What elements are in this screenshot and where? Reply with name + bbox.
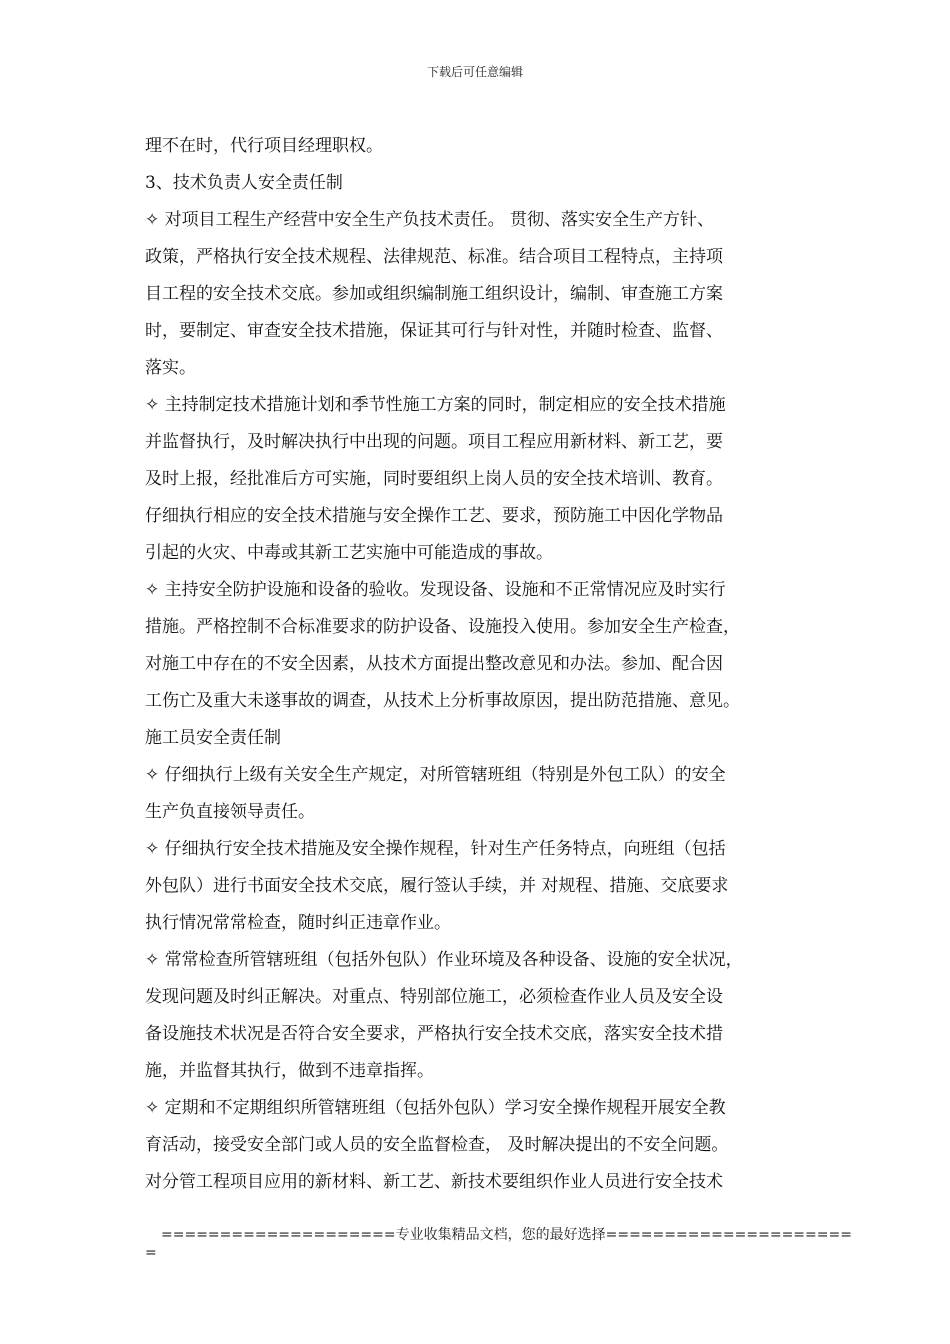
body-line: 生产负直接领导责任。 [145, 802, 315, 822]
body-line: 育活动，接受安全部门或人员的安全监督检查， 及时解决提出的不安全问题。 [145, 1135, 729, 1155]
page-header: 下载后可任意编辑 [426, 65, 523, 79]
body-line: ✧ 常常检查所管辖班组（包括外包队）作业环境及各种设备、设施的安全状况， [145, 950, 743, 970]
section-heading: 施工员安全责任制 [145, 728, 281, 748]
body-line: 执行情况常常检查，随时纠正违章作业。 [145, 913, 451, 933]
body-line: 及时上报，经批准后方可实施，同时要组织上岗人员的安全技术培训、教育。 [145, 469, 723, 489]
body-line: ✧ 仔细执行上级有关安全生产规定，对所管辖班组（特别是外包工队）的安全 [145, 765, 726, 785]
body-line: 政策，严格执行安全技术规程、法律规范、标准。结合项目工程特点，主持项 [145, 247, 723, 267]
section-heading: 3、技术负责人安全责任制 [145, 173, 343, 193]
body-line: 落实。 [145, 358, 196, 378]
body-line: 对分管工程项目应用的新材料、新工艺、新技术要组织作业人员进行安全技术 [145, 1172, 723, 1192]
body-line: 外包队）进行书面安全技术交底，履行签认手续，并 对规程、措施、交底要求 [145, 876, 729, 896]
body-line: 工伤亡及重大未遂事故的调查，从技术上分析事故原因，提出防范措施、意见。 [145, 691, 740, 711]
body-line: 措施。严格控制不合标准要求的防护设备、设施投入使用。参加安全生产检查， [145, 617, 740, 637]
body-line: ✧ 对项目工程生产经营中安全生产负技术责任。 贯彻、落实安全生产方针、 [145, 210, 715, 230]
body-line: 仔细执行相应的安全技术措施与安全操作工艺、要求，预防施工中因化学物品 [145, 506, 723, 526]
body-line: 时，要制定、审查安全技术措施，保证其可行与针对性，并随时检查、监督、 [145, 321, 723, 341]
document-body [145, 128, 817, 1201]
body-line: 理不在时，代行项目经理职权。 [145, 136, 383, 156]
body-line: 施，并监督其执行，做到不违章指挥。 [145, 1061, 434, 1081]
body-line: 备设施技术状况是否符合安全要求，严格执行安全技术交底，落实安全技术措 [145, 1024, 723, 1044]
body-line: ✧ 定期和不定期组织所管辖班组（包括外包队）学习安全操作规程开展安全教 [145, 1098, 726, 1118]
footer-banner: ====================专业收集精品文档，您的最好选择===================== [161, 1227, 852, 1243]
body-line: ✧ 仔细执行安全技术措施及安全操作规程，针对生产任务特点，向班组（包括 [145, 839, 726, 859]
footer-banner-wrap: = [145, 1245, 157, 1261]
body-line: 引起的火灾、中毒或其新工艺实施中可能造成的事故。 [145, 543, 553, 563]
body-line: 发现问题及时纠正解决。对重点、特别部位施工，必须检查作业人员及安全设 [145, 987, 723, 1007]
body-line: ✧ 主持安全防护设施和设备的验收。发现设备、设施和不正常情况应及时实行 [145, 580, 726, 600]
page-footer [145, 1226, 852, 1262]
body-line: 目工程的安全技术交底。参加或组织编制施工组织设计，编制、审查施工方案 [145, 284, 723, 304]
body-line: 对施工中存在的不安全因素，从技术方面提出整改意见和办法。参加、配合因 [145, 654, 723, 674]
body-line: 并监督执行，及时解决执行中出现的问题。项目工程应用新材料、新工艺，要 [145, 432, 723, 452]
body-line: ✧ 主持制定技术措施计划和季节性施工方案的同时，制定相应的安全技术措施 [145, 395, 726, 415]
